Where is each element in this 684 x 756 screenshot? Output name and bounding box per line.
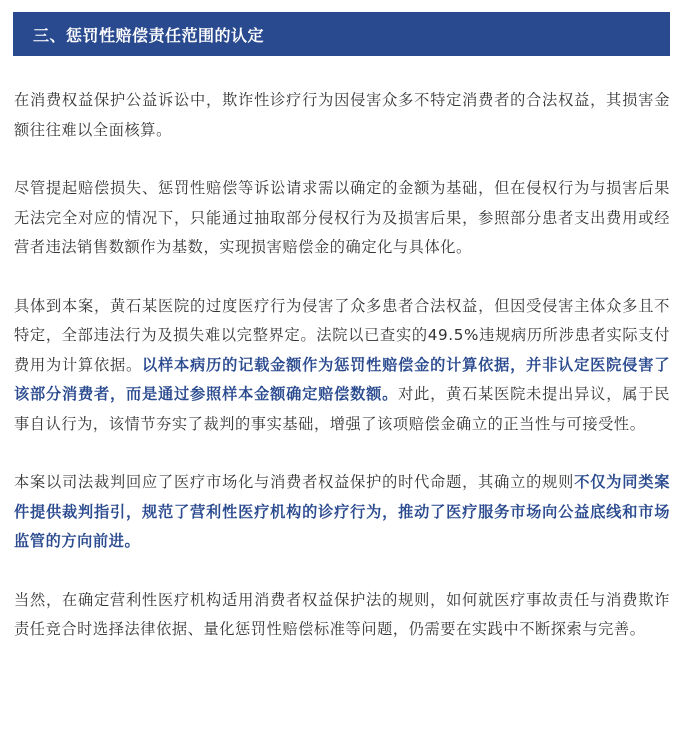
section-title: 三、惩罚性赔偿责任范围的认定 [33, 25, 265, 45]
paragraph-4-text-before: 本案以司法裁判回应了医疗市场化与消费者权益保护的时代命题，其确立的规则 [14, 473, 575, 491]
paragraph-3 [14, 292, 670, 440]
paragraph-4-highlight: 不仅为同类案件提供裁判指引，规范了营利性医疗机构的诊疗行为，推动了医疗服务市场向公益底线和市场监管的方向前进。 [14, 473, 671, 550]
paragraph-1-text: 在消费权益保护公益诉讼中，欺诈性诊疗行为因侵害众多不特定消费者的合法权益，其损害金额往往难以全面核算。 [14, 91, 670, 139]
paragraph-2 [14, 174, 670, 263]
paragraph-4 [14, 468, 670, 557]
paragraph-3-text-after: 对此，黄石某医院未提出异议，属于民事自认行为，该情节夯实了裁判的事实基础，增强了该项赔偿金确立的正当性与可接受性。 [14, 385, 670, 433]
article-body [14, 86, 670, 645]
paragraph-2-text: 尽管提起赔偿损失、惩罚性赔偿等诉讼请求需以确定的金额为基础，但在侵权行为与损害后果无法完全对应的情况下，只能通过抽取部分侵权行为及损害后果，参照部分患者支出费用或经营者违法销售数额作为基数，实现损害赔偿金的确定化与具体化。 [14, 179, 670, 256]
paragraph-5 [14, 586, 670, 645]
section-header-bar [13, 12, 670, 56]
paragraph-3-text-before: 具体到本案，黄石某医院的过度医疗行为侵害了众多患者合法权益，但因受侵害主体众多且不特定，全部违法行为及损失难以完整界定。法院以已查实的49.5%违规病历所涉患者实际支付费用为计算依据。 [14, 296, 670, 374]
paragraph-3-highlight: 以样本病历的记载金额作为惩罚性赔偿金的计算依据，并非认定医院侵害了该部分消费者，而是通过参照样本金额确定赔偿数额。 [14, 355, 670, 403]
paragraph-1 [14, 86, 670, 145]
paragraph-5-text: 当然，在确定营利性医疗机构适用消费者权益保护法的规则，如何就医疗事故责任与消费欺诈责任竞合时选择法律依据、量化惩罚性赔偿标准等问题，仍需要在实践中不断探索与完善。 [14, 590, 670, 638]
